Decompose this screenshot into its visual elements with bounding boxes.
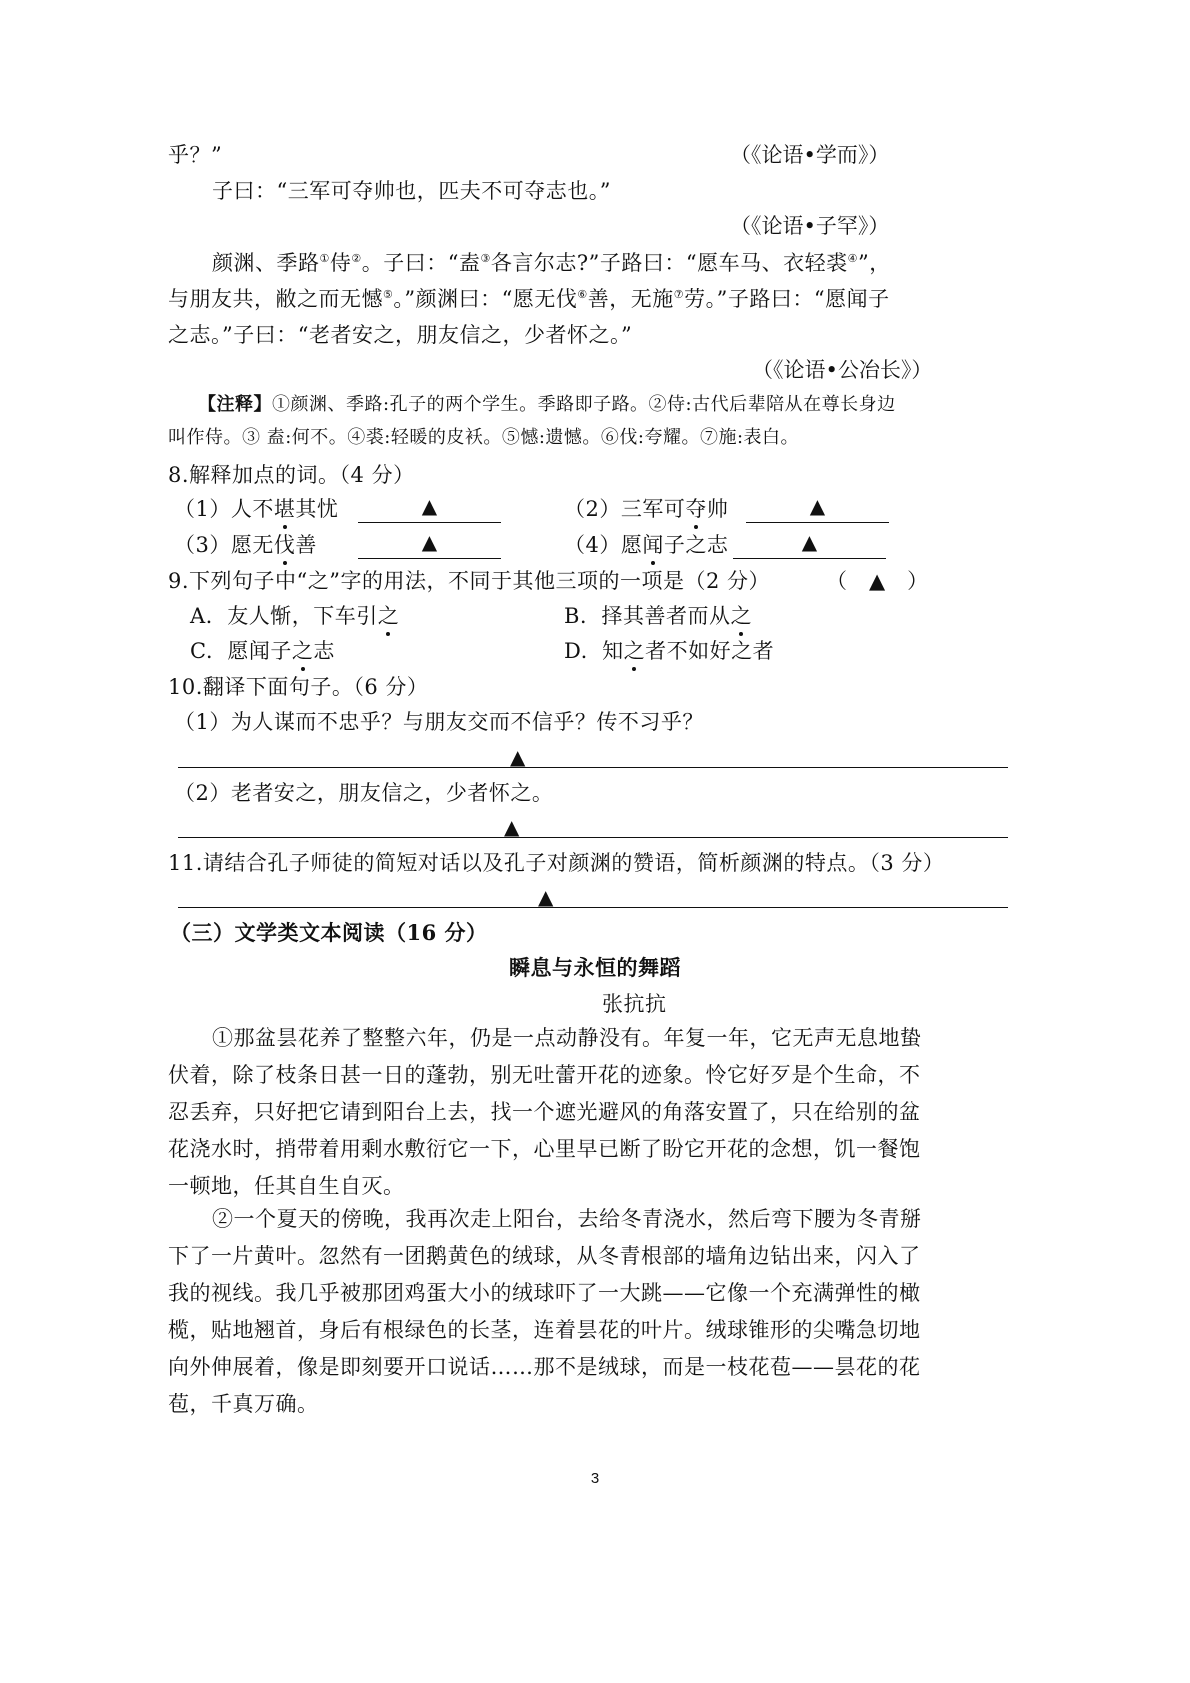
option-c[interactable] bbox=[190, 636, 335, 666]
option-b[interactable] bbox=[564, 601, 752, 631]
passage-line: 之志。”子曰：“老者安之，朋友信之，少者怀之。” bbox=[168, 323, 633, 347]
article-title: 瞬息与永恒的舞蹈 bbox=[509, 955, 681, 980]
text: 。子曰：“盍 bbox=[361, 251, 481, 275]
passage-line bbox=[168, 284, 890, 314]
item-text: 帅 bbox=[706, 497, 729, 521]
answer-paren[interactable]: （ ▲ ） bbox=[826, 569, 929, 593]
notes-line bbox=[198, 392, 896, 418]
answer-blank[interactable]: ▲ bbox=[358, 528, 501, 559]
text: 与朋友共，敝之而无憾 bbox=[168, 287, 383, 311]
answer-line[interactable] bbox=[178, 837, 1008, 838]
item-number: （3） bbox=[174, 533, 231, 557]
dotted-word: 之 bbox=[730, 601, 752, 631]
item-text: 愿 bbox=[620, 533, 643, 557]
dotted-word: 伐 bbox=[274, 530, 296, 560]
source-citation: （《论语•公冶长》） bbox=[752, 358, 933, 382]
dotted-word: 闻 bbox=[642, 530, 664, 560]
footnote-ref: ⑤ bbox=[383, 288, 394, 301]
option-text: 者不如好之者 bbox=[645, 639, 775, 663]
paragraph-line: 一顿地，任其自生自灭。 bbox=[168, 1174, 405, 1198]
q8-item-2 bbox=[564, 494, 728, 524]
notes-text: ①颜渊、季路:孔子的两个学生。季路即子路。②侍:古代后辈陪从在尊长身边 bbox=[272, 394, 896, 415]
option-a[interactable] bbox=[190, 601, 399, 631]
text: 颜渊、季路 bbox=[212, 251, 320, 275]
source-citation: （《论语•学而》） bbox=[730, 143, 890, 167]
footnote-ref: ② bbox=[351, 252, 362, 265]
text: 侍 bbox=[329, 251, 352, 275]
option-letter: D. bbox=[564, 639, 588, 663]
option-d[interactable] bbox=[564, 636, 774, 666]
text: 劳。”子路曰：“愿闻子 bbox=[684, 287, 890, 311]
text: ”， bbox=[857, 251, 891, 275]
passage-line: 乎？” bbox=[168, 143, 223, 167]
answer-blank[interactable]: ▲ bbox=[358, 492, 501, 523]
answer-blank[interactable]: ▲ bbox=[733, 528, 886, 559]
source-citation: （《论语•子罕》） bbox=[730, 214, 890, 238]
article-author: 张抗抗 bbox=[602, 992, 667, 1016]
item-text: 人不 bbox=[230, 497, 274, 521]
q8-item-4 bbox=[564, 530, 728, 560]
item-text: 子之志 bbox=[663, 533, 729, 557]
paragraph-line: 苞，千真万确。 bbox=[168, 1392, 319, 1416]
option-text: 愿闻子 bbox=[227, 639, 292, 663]
footnote-ref: ③ bbox=[480, 252, 491, 265]
text: 各言尔志?”子路曰：“愿车马、衣轻裘 bbox=[490, 251, 848, 275]
section-heading: （三）文学类文本阅读（16 分） bbox=[170, 920, 488, 945]
text: 善，无施 bbox=[587, 287, 674, 311]
answer-mark: ▲ bbox=[538, 885, 554, 909]
q10-sentence-1: （1）为人谋而不忠乎？与朋友交而不信乎？传不习乎？ bbox=[174, 710, 704, 734]
passage-line bbox=[212, 248, 891, 278]
option-letter: C. bbox=[190, 639, 213, 663]
q8-item-3 bbox=[174, 530, 317, 560]
option-letter: B. bbox=[564, 604, 588, 628]
item-text: 善 bbox=[295, 533, 317, 557]
paragraph-line: 向外伸展着，像是即刻要开口说话……那不是绒球，而是一枝花苞——昙花的花 bbox=[168, 1355, 921, 1379]
footnote-ref: ④ bbox=[847, 252, 858, 265]
paragraph-line: 花浇水时，捎带着用剩水敷衍它一下，心里早已断了盼它开花的念想，饥一餐饱 bbox=[168, 1137, 921, 1161]
paragraph-line: 我的视线。我几乎被那团鸡蛋大小的绒球吓了一大跳——它像一个充满弹性的橄 bbox=[168, 1281, 921, 1305]
question-11-stem: 11.请结合孔子师徒的简短对话以及孔子对颜渊的赞语，简析颜渊的特点。（3 分） bbox=[168, 851, 945, 875]
text: 。”颜渊曰：“愿无伐 bbox=[393, 287, 578, 311]
dotted-word: 之 bbox=[292, 636, 314, 666]
footnote-ref: ① bbox=[319, 252, 330, 265]
dotted-word: 夺 bbox=[685, 494, 707, 524]
notes-label: 【注释】 bbox=[198, 394, 272, 415]
answer-line[interactable] bbox=[178, 767, 1008, 768]
footnote-ref: ⑥ bbox=[577, 288, 588, 301]
passage-line: 子曰：“三军可夺帅也，匹夫不可夺志也。” bbox=[212, 179, 611, 203]
paragraph-line: ①那盆昙花养了整整六年，仍是一点动静没有。年复一年，它无声无息地蛰 bbox=[212, 1026, 922, 1050]
answer-line[interactable] bbox=[178, 907, 1008, 908]
paragraph-line: 忍丢弃，只好把它请到阳台上去，找一个遮光避风的角落安置了，只在给别的盆 bbox=[168, 1100, 921, 1124]
dotted-word: 之 bbox=[378, 601, 400, 631]
dotted-word: 之 bbox=[624, 636, 646, 666]
item-text: 三军可 bbox=[620, 497, 686, 521]
item-text: 其忧 bbox=[295, 497, 339, 521]
q8-item-1 bbox=[174, 494, 338, 524]
answer-mark: ▲ bbox=[510, 745, 526, 769]
dotted-word: 堪 bbox=[274, 494, 296, 524]
question-9-stem: 9.下列句子中“之”字的用法，不同于其他三项的一项是（2 分） bbox=[168, 569, 771, 593]
answer-mark: ▲ bbox=[504, 815, 520, 839]
option-text: 知 bbox=[602, 639, 624, 663]
paragraph-line: 伏着，除了枝条日甚一日的蓬勃，别无吐蕾开花的迹象。怜它好歹是个生命，不 bbox=[168, 1063, 921, 1087]
option-text: 择其善者而从 bbox=[601, 604, 731, 628]
footnote-ref: ⑦ bbox=[673, 288, 685, 301]
item-text: 愿无 bbox=[230, 533, 274, 557]
page-number: 3 bbox=[590, 1470, 600, 1487]
item-number: （1） bbox=[174, 497, 231, 521]
q10-sentence-2: （2）老者安之，朋友信之，少者怀之。 bbox=[174, 781, 554, 805]
item-number: （4） bbox=[564, 533, 621, 557]
paragraph-line: ②一个夏天的傍晚，我再次走上阳台，去给冬青浇水，然后弯下腰为冬青掰 bbox=[212, 1207, 922, 1231]
option-text: 志 bbox=[313, 639, 335, 663]
notes-line: 叫作侍。③ 盍:何不。④裘:轻暖的皮袄。⑤憾:遗憾。⑥伐:夸耀。⑦施:表白。 bbox=[168, 427, 800, 448]
option-text: 友人惭，下车引 bbox=[227, 604, 378, 628]
question-8-stem: 8.解释加点的词。（4 分） bbox=[168, 463, 415, 487]
answer-blank[interactable]: ▲ bbox=[746, 492, 889, 523]
item-number: （2） bbox=[564, 497, 621, 521]
option-letter: A. bbox=[190, 604, 213, 628]
paragraph-line: 下了一片黄叶。忽然有一团鹅黄色的绒球，从冬青根部的墙角边钻出来，闪入了 bbox=[168, 1244, 921, 1268]
paragraph-line: 榄，贴地翘首，身后有根绿色的长茎，连着昙花的叶片。绒球锥形的尖嘴急切地 bbox=[168, 1318, 921, 1342]
question-10-stem: 10.翻译下面句子。（6 分） bbox=[168, 675, 429, 699]
